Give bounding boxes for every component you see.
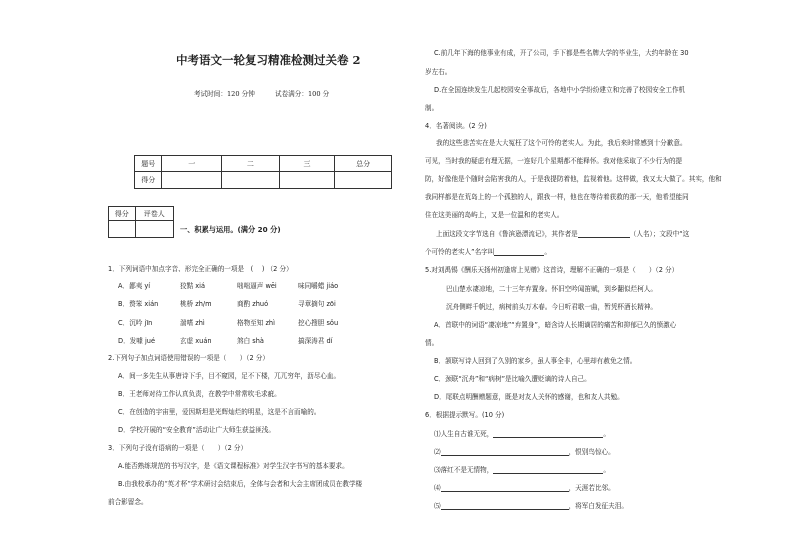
q1-d-3: 煞白 shà: [237, 337, 264, 345]
fill-item-2: [434, 446, 615, 456]
score-cell[interactable]: [222, 172, 280, 189]
q1-a-4: 味同嚼蜡 jiáo: [298, 282, 339, 290]
q3-option-d: D.在全国连续发生几起校园安全事故后，各地中小学纷纷建立和完善了校园安全工作机: [434, 86, 686, 94]
page-title: 中考语文一轮复习精准检测过关卷 2: [176, 53, 361, 67]
q4-heading: 4．名著阅读。(2 分): [425, 122, 487, 130]
fill-prefix: ⑸: [434, 502, 441, 510]
q4-ask1: 上面这段文字节选自《鲁滨逊漂流记》，其作者是: [436, 230, 578, 238]
q5-option-a-cont: 情。: [425, 339, 439, 347]
q5-option-b: B．颔联写诗人回到了久别的家乡，虽人事全非，心里却有赦免之情。: [434, 357, 637, 365]
q1-c-1: C．沉吟 jīn: [118, 319, 153, 327]
q5-option-c: C．颈联“沉舟”和“病树”是比喻久遭贬谪的诗人自己。: [434, 375, 591, 383]
q3-option-b: [118, 478, 362, 488]
q1-c-2: 湍嗜 zhì: [180, 319, 205, 327]
fill-item-1: [434, 428, 610, 438]
fill-blank[interactable]: [441, 484, 569, 492]
q5-stem: 5.对刘禹锡《酬乐天扬州初逢席上见赠》这首诗，理解不正确的一项是（ ）（2 分）: [425, 266, 679, 274]
full-score: 试卷满分：100 分: [275, 90, 330, 98]
score-header-no: 题号: [135, 156, 162, 172]
q4-passage-line: 防，好像他是个随时会陷害我的人，于是我提防着他，监视着他。这样做，我又太大做了。其实，他和: [425, 175, 722, 183]
fill-suffix: 。: [603, 466, 610, 474]
q3-option-b-cont: 前合影留念。: [108, 498, 148, 506]
q4-name-blank[interactable]: [494, 248, 544, 256]
score-header-1: 一: [162, 156, 222, 172]
q1-b-3: 商酌 zhuó: [237, 300, 269, 308]
q1-b-4: 寻章摘句 zōi: [298, 300, 336, 308]
score-header-3: 三: [279, 156, 335, 172]
q4-author-blank[interactable]: [578, 230, 630, 238]
q2-option-d: D．学校开展的“安全教育”活动让广大师生获益匪浅。: [118, 426, 275, 434]
fill-item-5: [434, 500, 628, 510]
grader-box: [108, 206, 174, 238]
exam-time: 考试时间：120 分钟: [194, 90, 255, 98]
score-header-total: 总分: [335, 156, 392, 172]
score-row-label: 得分: [135, 172, 162, 189]
q6-heading: 6．根据提示默写。(10 分): [425, 411, 505, 419]
q3-stem: 3．下列句子没有语病的一项是（ ）（2 分）: [108, 444, 248, 452]
fill-blank[interactable]: [441, 502, 569, 510]
q4-ask3: 个可怜的老实人”名字叫: [425, 248, 495, 256]
q3-b-quote: “英才杯”: [164, 480, 191, 488]
grader-score-label: 得分: [109, 207, 136, 221]
grader-name-label: 评卷人: [135, 207, 173, 221]
q2-option-c: C．在创造的宇宙里，爱因斯坦是光辉灿烂的明星，这是不言而喻的。: [118, 408, 321, 416]
fill-item-3: [434, 464, 610, 474]
q3-b-part1: B.由我校承办的: [118, 480, 165, 488]
grader-score-cell[interactable]: [109, 221, 136, 238]
poem-line-2: 沉舟侧畔千帆过，病树前头万木春。今日听君歌一曲，暂凭杯酒长精神。: [446, 303, 657, 311]
q1-c-4: 挖心搜胆 sǒu: [298, 319, 339, 327]
q5-option-d: D．尾联点明酬赠题意，既是对友人关怀的感谢，也和友人共勉。: [434, 393, 624, 401]
fill-prefix: ⑶落红不是无情物，: [434, 466, 494, 474]
q3-option-d-cont: 制。: [425, 104, 439, 112]
q1-a-3: 咄咄逼声 wēi: [237, 282, 277, 290]
q5-option-a: A．首联中的词语“凄凉地”“弃置身”，暗含诗人长期谪居的痛苦和抑郁已久的愤激心: [434, 321, 677, 329]
grader-name-cell[interactable]: [135, 221, 173, 238]
q1-c-3: 格物至知 zhì: [237, 319, 275, 327]
q4-passage-line: 可见，当时我的疑虑有理无据，一连好几个星期都不能释怀。我对他采取了不少行为的提: [425, 157, 683, 165]
fill-blank[interactable]: [493, 430, 603, 438]
q1-b-2: 桃桥 zh/m: [180, 300, 212, 308]
fill-suffix: ，恨别鸟惊心。: [568, 448, 615, 456]
fill-suffix: ，天涯若比邻。: [568, 484, 615, 492]
q4-question-cont: [425, 246, 551, 256]
fill-item-4: [434, 482, 615, 492]
fill-prefix: ⑴人生自古谁无死，: [434, 430, 494, 438]
poem-line-1: 巴山楚水凄凉地，二十三年弃置身。怀旧空吟闻笛赋，到乡翻似烂柯人。: [446, 285, 657, 293]
q2-stem: 2.下列句子加点词语使用错误的一项是（ ）（2 分）: [108, 354, 269, 362]
q4-question: [436, 228, 689, 238]
fill-prefix: ⑷: [434, 484, 441, 492]
q1-d-4: 搞深涛君 dí: [298, 337, 333, 345]
score-header-2: 二: [222, 156, 280, 172]
q3-option-c-cont: 岁左右。: [425, 68, 452, 76]
fill-blank[interactable]: [441, 448, 569, 456]
q1-a-1: A．鄙夷 yí: [118, 282, 151, 290]
fill-suffix: ，将军白发征夫泪。: [568, 502, 628, 510]
fill-suffix: 。: [603, 430, 610, 438]
q1-d-1: D．发噱 jué: [118, 337, 156, 345]
q3-option-a: A.能否熟练规范的书写汉字，是《语文课程标准》对学生汉字书写的基本要求。: [118, 462, 349, 470]
q3-option-c: C.前几年下海的他事业有成，开了公司，手下都是些名牌大学的毕业生，大约年龄在 30: [434, 49, 689, 57]
score-table: [134, 155, 392, 189]
q4-passage-line: 住在这美丽的岛屿上，又是一位温和的老实人。: [425, 211, 564, 219]
fill-blank[interactable]: [493, 466, 603, 474]
q2-option-b: B．王老师对待工作认真负责，在教学中常常吹毛求疵。: [118, 390, 281, 398]
section-heading: 一、积累与运用。(满分 20 分): [180, 225, 281, 234]
q1-b-1: B．赘笨 xián: [118, 300, 159, 308]
q4-ask2: （人名）；文段中“这: [629, 230, 690, 238]
q4-passage-line: 我的这些悲苦实在是大大冤枉了这个可怜的老实人。为此，我后来时常感到十分歉意。: [436, 139, 687, 147]
score-cell[interactable]: [279, 172, 335, 189]
score-cell[interactable]: [162, 172, 222, 189]
q4-ask4: 。: [544, 248, 551, 256]
fill-prefix: ⑵: [434, 448, 441, 456]
q3-b-part2: 学术研讨会结束后，全体与会者和大会主席团成员在教学楼: [190, 480, 363, 488]
q1-d-2: 玄虚 xuán: [180, 337, 212, 345]
q4-passage-line: 我同样都是在荒岛上的一个孤独的人，跟我一样，他也在等待着获救的那一天，他希望能同: [425, 193, 689, 201]
q1-a-2: 狡黠 xiá: [180, 282, 206, 290]
score-cell[interactable]: [335, 172, 392, 189]
q1-stem: 1．下列词语中加点字音、形完全正确的一项是 ( ) （2 分）: [108, 265, 293, 273]
q2-option-a: A．间一多先生从事唐诗下手，目不窥园，足不下楼，兀兀穷年，沥尽心血。: [118, 372, 341, 380]
